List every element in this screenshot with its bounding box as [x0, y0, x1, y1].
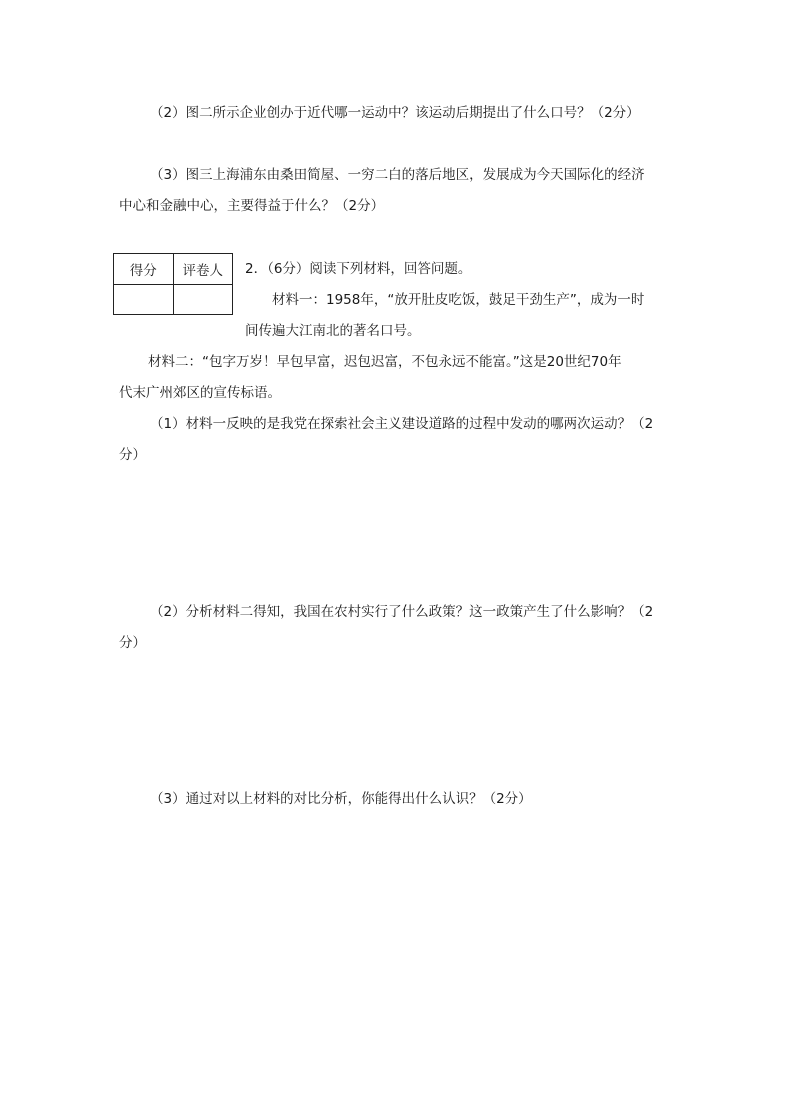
material2-line2: 代末广州郊区的宣传标语。 [119, 385, 281, 401]
question-part2: （2）图二所示企业创办于近代哪一运动中？该运动后期提出了什么口号？（2分） [150, 105, 640, 121]
material2-line1: 材料二：“包字万岁！早包早富，迟包迟富，不包永远不能富。”这是20世纪70年 [148, 354, 622, 370]
subquestion1-line1: （1）材料一反映的是我党在探索社会主义建设道路的过程中发动的哪两次运动？（2 [150, 416, 654, 432]
subquestion2-line2: 分） [119, 635, 146, 651]
score-label: 得分 [114, 254, 174, 285]
subquestion3: （3）通过对以上材料的对比分析，你能得出什么认识？（2分） [150, 791, 532, 807]
score-box [113, 253, 233, 315]
grader-label: 评卷人 [173, 254, 233, 285]
question-part3-line1: （3）图三上海浦东由桑田简屋、一穷二白的落后地区，发展成为今天国际化的经济 [150, 167, 645, 183]
subquestion1-line2: 分） [119, 447, 146, 463]
material1-line1: 材料一：1958年，“放开肚皮吃饭，鼓足干劲生产”，成为一时 [272, 292, 645, 308]
score-cell[interactable] [114, 284, 174, 315]
grader-cell[interactable] [173, 284, 233, 315]
material1-line2: 间传遍大江南北的著名口号。 [245, 323, 421, 339]
question-part3-line2: 中心和金融中心，主要得益于什么？（2分） [119, 198, 385, 214]
subquestion2-line1: （2）分析材料二得知，我国在农村实行了什么政策？这一政策产生了什么影响？（2 [150, 604, 654, 620]
question2-header: 2．（6分）阅读下列材料，回答问题。 [245, 261, 472, 277]
